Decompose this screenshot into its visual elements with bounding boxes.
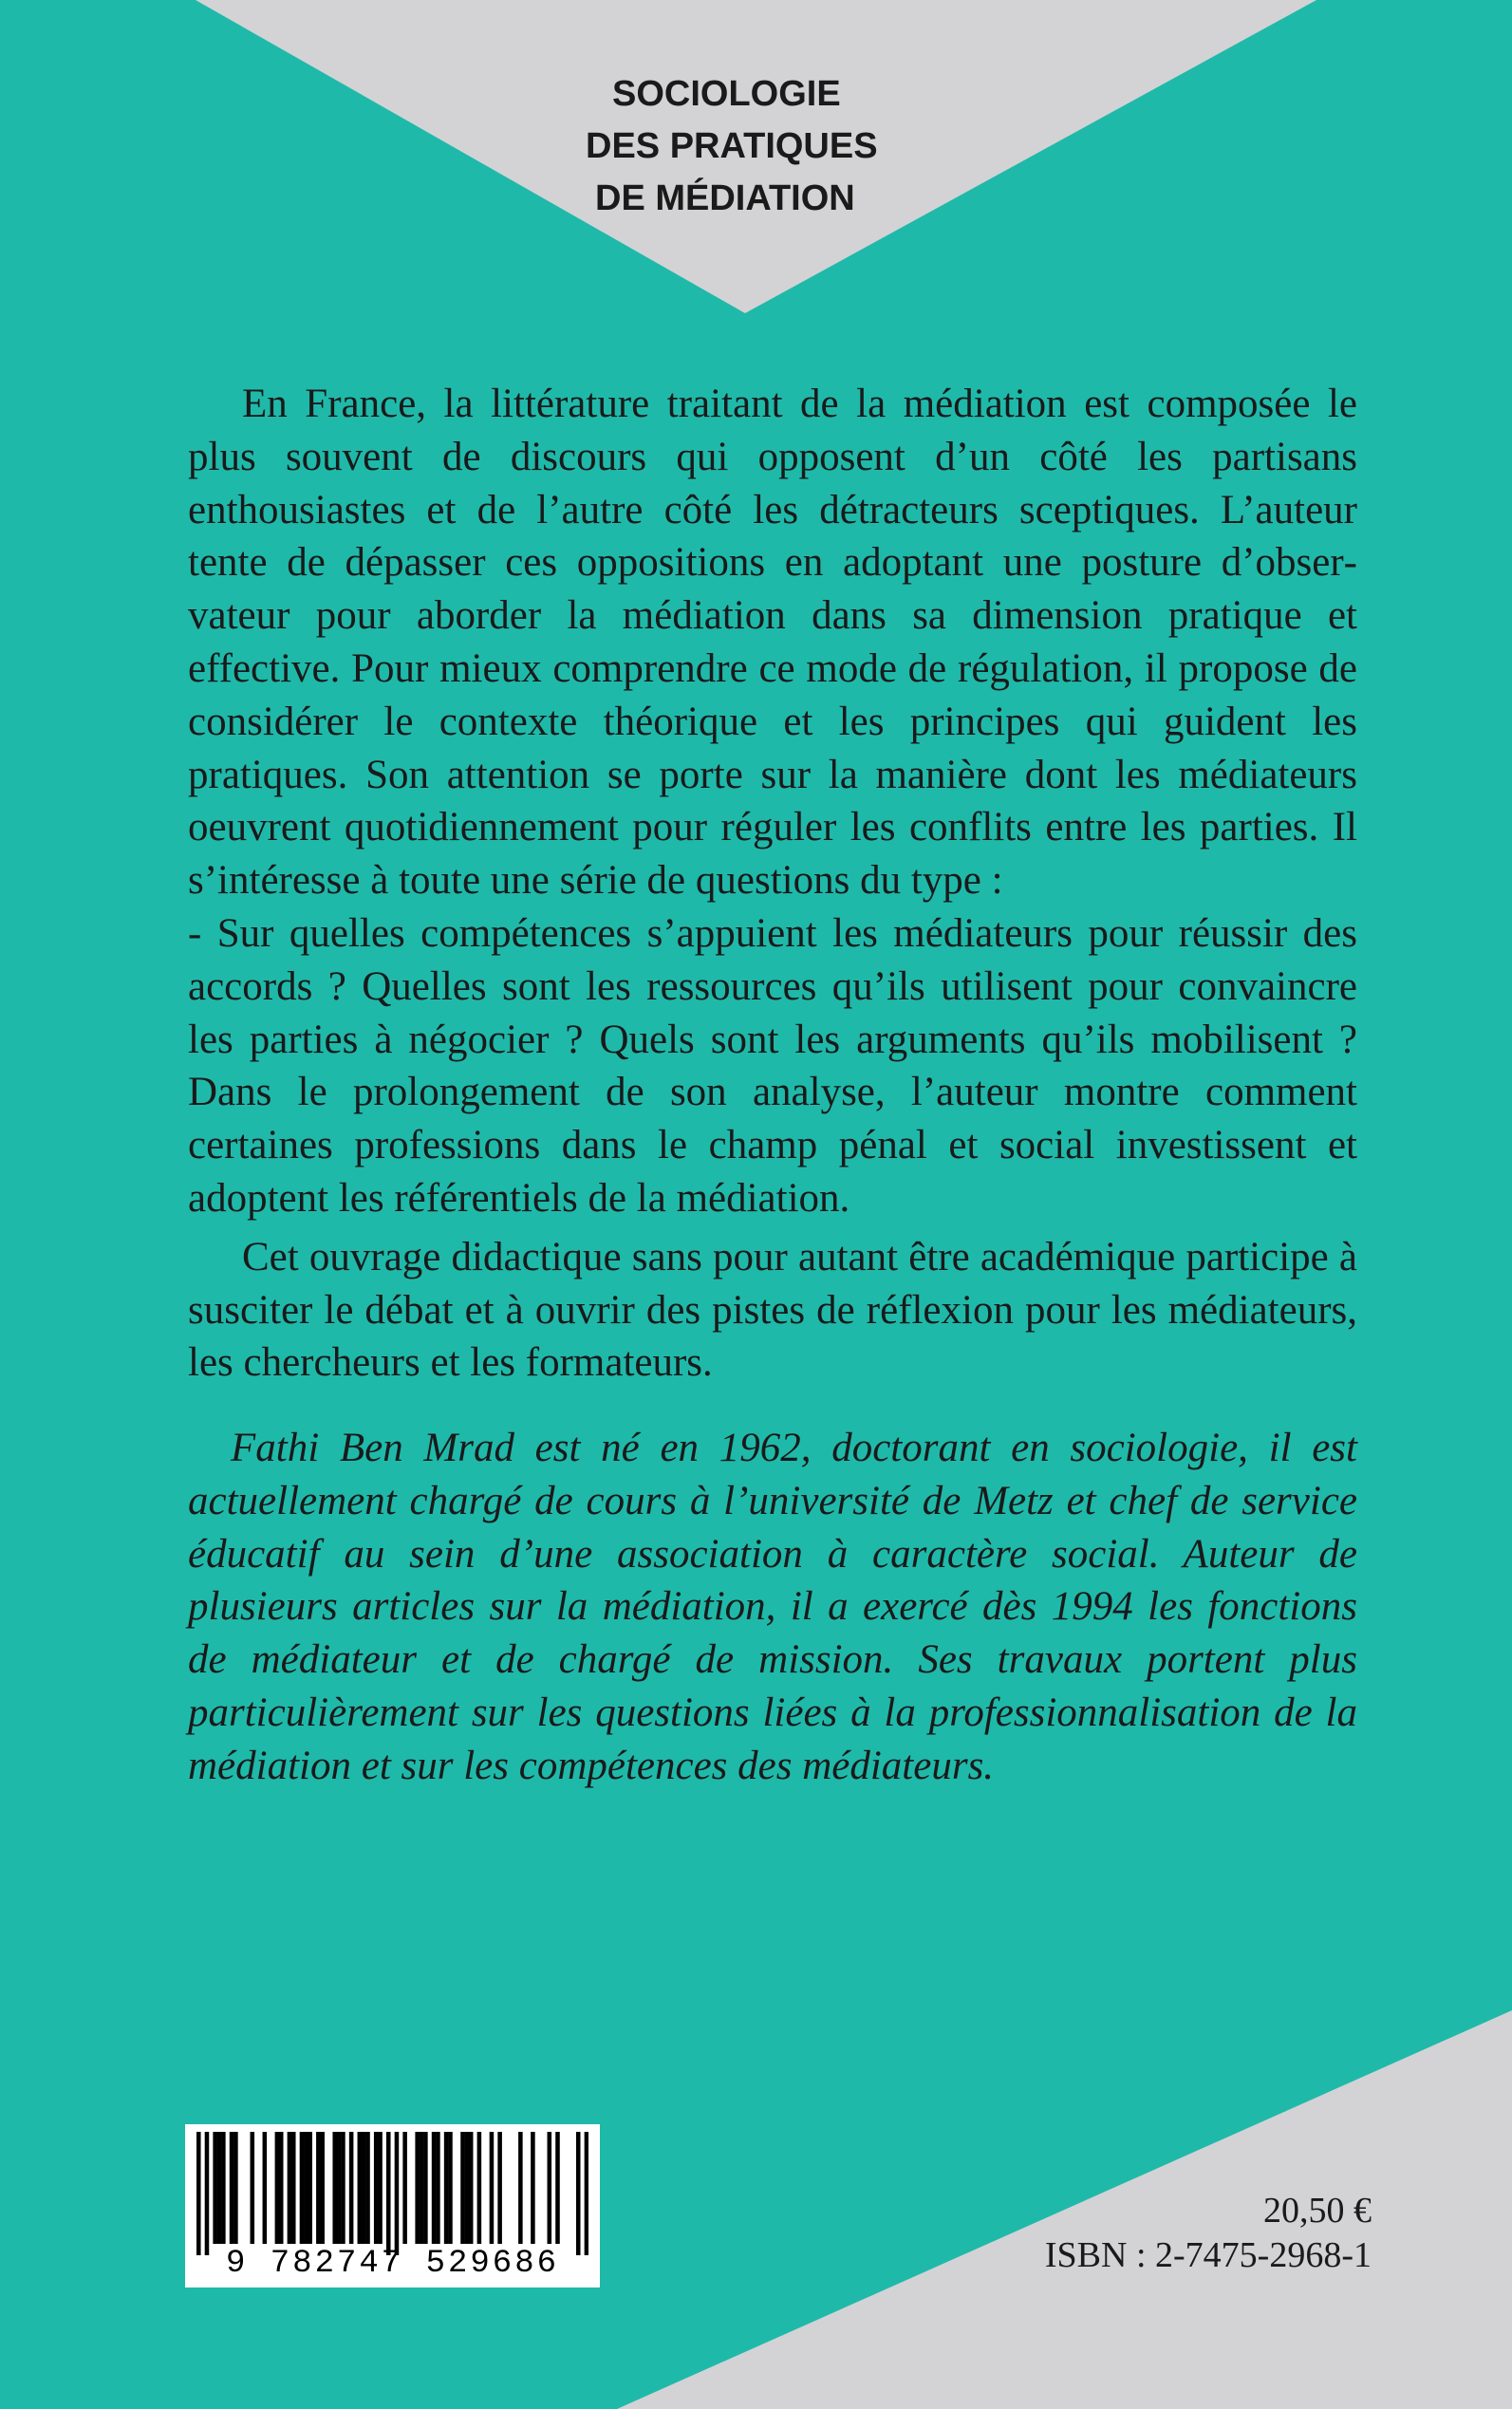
barcode-bar <box>233 2132 238 2244</box>
barcode-bar <box>349 2132 354 2244</box>
barcode-bar <box>448 2132 453 2244</box>
barcode-bar <box>263 2132 268 2244</box>
barcode-bar <box>341 2132 345 2244</box>
book-description <box>188 378 1357 1390</box>
barcode-bar <box>300 2132 305 2244</box>
barcode-bar <box>316 2132 321 2244</box>
barcode-bar <box>460 2132 465 2244</box>
barcode-bar <box>275 2132 280 2244</box>
barcode-bar <box>205 2132 210 2255</box>
barcode-bar <box>576 2132 581 2255</box>
barcode-bar <box>288 2132 292 2244</box>
barcode-bar <box>465 2132 470 2244</box>
barcode-bar <box>436 2132 440 2244</box>
barcode-bar <box>444 2132 449 2244</box>
isbn-number: ISBN : 2-7475-2968-1 <box>1044 2235 1372 2275</box>
barcode-bar <box>531 2132 535 2244</box>
barcode-bar <box>497 2132 502 2244</box>
barcode-bar <box>555 2132 560 2244</box>
barcode-bar <box>291 2132 296 2244</box>
barcode-bar <box>358 2132 363 2244</box>
description-paragraph-2: - Sur quelles compétences s’appuient les médiateurs pour réussir des accords ? Quelles sont les ressources qu’ils utilisent pour convaincre les parties à négocier ? Quels sont les arguments qu’ils mobilisent ? Dans le prolongement de son analyse, l’auteur montre comment certaines professions dans le champ pénal et social investissent et adoptent les référentiels de la médiation. <box>188 910 1357 1221</box>
barcode-bars <box>196 2132 588 2255</box>
barcode-bar <box>469 2132 474 2244</box>
barcode-bar <box>196 2132 201 2255</box>
author-bio: Fathi Ben Mrad est né en 1962, doctorant en sociologie, il est actuellement chargé de cours à l’université de Metz et chef de service éducatif au sein d’une association à caractère social. Auteur de plusieurs articles sur la médiation, il a exercé dès 1994 les fonctions de médiateur et de chargé de mission. Ses travaux portent plus particulièrement sur les questions liées à la professionnalisation de la médiation et sur les compétences des médiateurs. <box>188 1426 1357 1788</box>
isbn-barcode <box>185 2124 600 2288</box>
description-paragraph-3: Cet ouvrage didactique sans pour autant être académique participe à susciter le débat et à ouvrir des pistes de réflexion pour les médiateurs, les chercheurs et les formateurs. <box>188 1234 1357 1386</box>
barcode-bar <box>337 2132 342 2244</box>
barcode-bar <box>432 2132 437 2244</box>
barcode-bar <box>420 2132 424 2244</box>
barcode-bar <box>402 2132 407 2244</box>
barcode-bar <box>279 2132 284 2244</box>
bottom-gray-wedge <box>617 2010 1512 2409</box>
series-title <box>527 68 982 225</box>
barcode-bar <box>217 2132 222 2244</box>
barcode-bar <box>490 2132 495 2244</box>
barcode-bar <box>221 2132 226 2244</box>
barcode-bar <box>378 2132 383 2244</box>
barcode-bar <box>332 2132 337 2244</box>
barcode-bar <box>251 2132 255 2244</box>
series-title-line-2: DES PRATIQUES <box>586 126 878 166</box>
barcode-digits: 9 782747 529686 <box>225 2246 560 2282</box>
barcode-bar <box>423 2132 428 2244</box>
barcode-bar <box>374 2132 379 2244</box>
barcode-bar <box>362 2132 366 2244</box>
barcode-bar <box>320 2132 325 2244</box>
barcode-bar <box>415 2132 420 2244</box>
price: 20,50 € <box>1263 2191 1372 2231</box>
barcode-bar <box>386 2132 391 2255</box>
barcode-bar <box>308 2132 312 2244</box>
barcode-bar <box>395 2132 400 2255</box>
series-title-line-1: SOCIOLOGIE <box>612 74 841 114</box>
barcode-bar <box>230 2132 234 2244</box>
barcode-bar <box>477 2132 482 2244</box>
description-paragraph-1: En France, la littérature traitant de la médiation est composée le plus souvent de discours qui opposent d’un côté les partisans enthousiastes et de l’autre côté les détracteurs sceptiques. L’auteur tente de dépasser ces oppositions en adoptant une posture d’observateur pour aborder la médiation dans sa dimension pratique et effective. Pour mieux comprendre ce mode de régulation, il propose de considérer le contexte théorique et les principes qui guident les pratiques. Son attention se porte sur la manière dont les médiateurs oeuvrent quotidiennement pour réguler les conflits entre les parties. Il s’intéresse à toute une série de questions du type : <box>188 382 1357 904</box>
barcode-bar <box>213 2132 217 2244</box>
barcode-bar <box>548 2132 552 2244</box>
barcode-bar <box>518 2132 523 2244</box>
barcode-bar <box>304 2132 308 2244</box>
series-title-line-3: DE MÉDIATION <box>595 178 855 218</box>
barcode-bar <box>365 2132 370 2244</box>
barcode-bar <box>585 2132 588 2255</box>
